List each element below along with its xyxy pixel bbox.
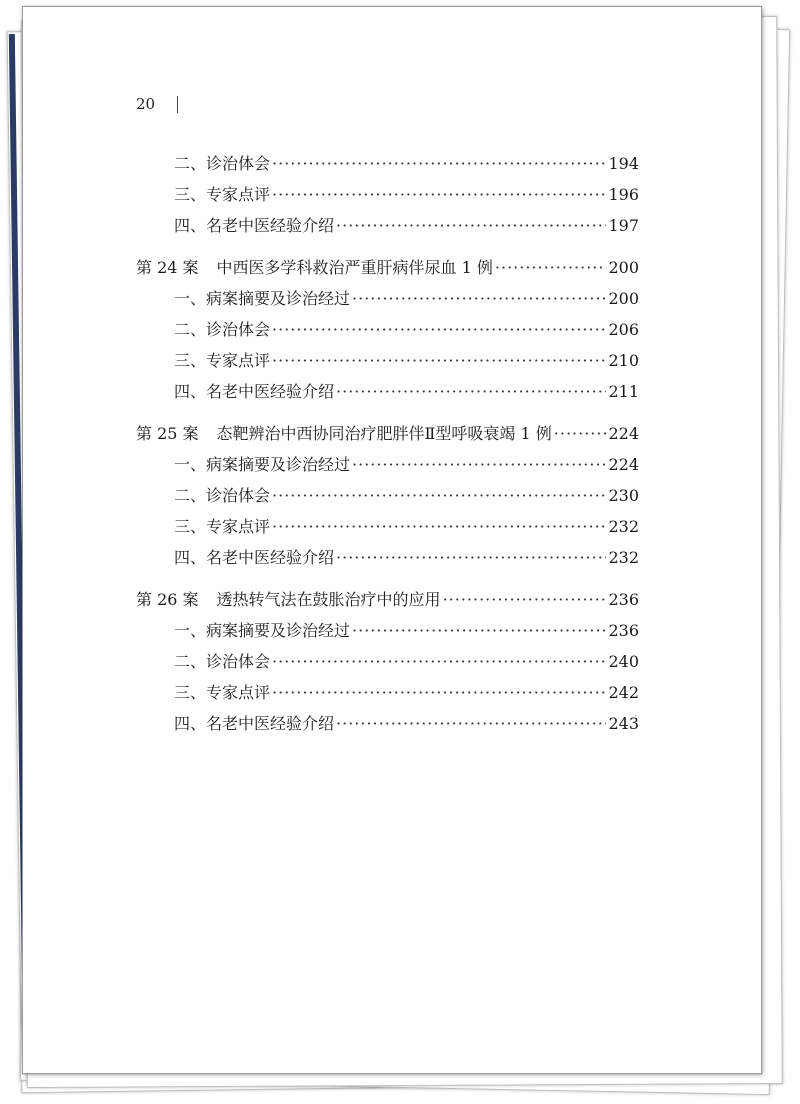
toc-entry-title: 三、专家点评 xyxy=(174,351,271,370)
dot-leader xyxy=(336,548,606,567)
toc-section-entry xyxy=(136,151,639,182)
toc-entry-title: 二、诊治体会 xyxy=(174,652,271,671)
toc-entry-title: 四、名老中医经验介绍 xyxy=(174,714,335,733)
toc-page-number: 197 xyxy=(608,216,639,235)
toc-page-number: 242 xyxy=(608,683,639,702)
toc-page-number: 240 xyxy=(608,652,639,671)
toc-entry-title: 二、诊治体会 xyxy=(174,154,271,173)
dot-leader xyxy=(352,289,606,308)
toc-section-entry xyxy=(136,711,639,742)
header-divider xyxy=(177,96,178,113)
toc-entry-title xyxy=(136,255,493,278)
page-header xyxy=(136,95,178,113)
toc-entry-title: 二、诊治体会 xyxy=(174,320,271,339)
dot-leader xyxy=(352,621,606,640)
dot-leader xyxy=(554,424,607,443)
dot-leader xyxy=(272,351,606,370)
toc-page-number: 232 xyxy=(608,517,639,536)
toc-case-entry xyxy=(136,587,639,618)
toc-entry-title: 三、专家点评 xyxy=(174,517,271,536)
toc-section-entry xyxy=(136,379,639,410)
toc-page-number: 243 xyxy=(608,714,639,733)
case-number: 第 25 案 xyxy=(136,424,199,443)
toc-entry-title xyxy=(136,421,552,444)
toc-section-entry xyxy=(136,348,639,379)
toc-section-entry xyxy=(136,317,639,348)
case-title: 中西医多学科救治严重肝病伴尿血 1 例 xyxy=(216,258,493,277)
toc-page-number: 211 xyxy=(608,382,639,401)
dot-leader xyxy=(272,185,606,204)
toc-page-number: 232 xyxy=(608,548,639,567)
toc-entry-title: 一、病案摘要及诊治经过 xyxy=(174,621,351,640)
toc-section-entry xyxy=(136,618,639,649)
toc-section-entry xyxy=(136,545,639,576)
toc-entry-title: 三、专家点评 xyxy=(174,185,271,204)
dot-leader xyxy=(272,652,606,671)
toc-entry-title: 一、病案摘要及诊治经过 xyxy=(174,289,351,308)
dot-leader xyxy=(272,320,606,339)
toc-section-entry xyxy=(136,680,639,711)
toc-page-number: 194 xyxy=(608,154,639,173)
toc-page-number: 224 xyxy=(608,424,639,443)
dot-leader xyxy=(443,590,607,609)
toc-section-entry xyxy=(136,286,639,317)
table-of-contents xyxy=(136,151,639,742)
toc-section-entry xyxy=(136,213,639,244)
case-title: 透热转气法在鼓胀治疗中的应用 xyxy=(216,590,441,609)
toc-entry-title: 四、名老中医经验介绍 xyxy=(174,382,335,401)
toc-page-number: 236 xyxy=(608,621,639,640)
toc-case-entry xyxy=(136,255,639,286)
toc-page-number: 196 xyxy=(608,185,639,204)
toc-entry-title: 一、病案摘要及诊治经过 xyxy=(174,455,351,474)
toc-entry-title xyxy=(136,587,441,610)
toc-case-entry xyxy=(136,421,639,452)
dot-leader xyxy=(495,258,607,277)
toc-section-entry xyxy=(136,514,639,545)
toc-page-number: 206 xyxy=(608,320,639,339)
page-number: 20 xyxy=(136,95,156,113)
toc-entry-title: 四、名老中医经验介绍 xyxy=(174,216,335,235)
dot-leader xyxy=(336,382,606,401)
toc-page-number: 200 xyxy=(608,258,639,277)
dot-leader xyxy=(336,714,606,733)
dot-leader xyxy=(272,517,606,536)
toc-page-number: 230 xyxy=(608,486,639,505)
toc-page-number: 236 xyxy=(608,590,639,609)
toc-entry-title: 二、诊治体会 xyxy=(174,486,271,505)
dot-leader xyxy=(272,486,606,505)
toc-entry-title: 四、名老中医经验介绍 xyxy=(174,548,335,567)
case-number: 第 24 案 xyxy=(136,258,199,277)
toc-section-entry xyxy=(136,649,639,680)
case-title: 态靶辨治中西协同治疗肥胖伴Ⅱ型呼吸衰竭 1 例 xyxy=(216,424,552,443)
case-number: 第 26 案 xyxy=(136,590,199,609)
dot-leader xyxy=(352,455,606,474)
dot-leader xyxy=(272,154,606,173)
toc-entry-title: 三、专家点评 xyxy=(174,683,271,702)
toc-page-number: 200 xyxy=(608,289,639,308)
toc-section-entry xyxy=(136,483,639,514)
dot-leader xyxy=(272,683,606,702)
toc-section-entry xyxy=(136,452,639,483)
toc-page-number: 224 xyxy=(608,455,639,474)
dot-leader xyxy=(336,216,606,235)
toc-page-number: 210 xyxy=(608,351,639,370)
document-page xyxy=(22,6,762,1074)
toc-section-entry xyxy=(136,182,639,213)
